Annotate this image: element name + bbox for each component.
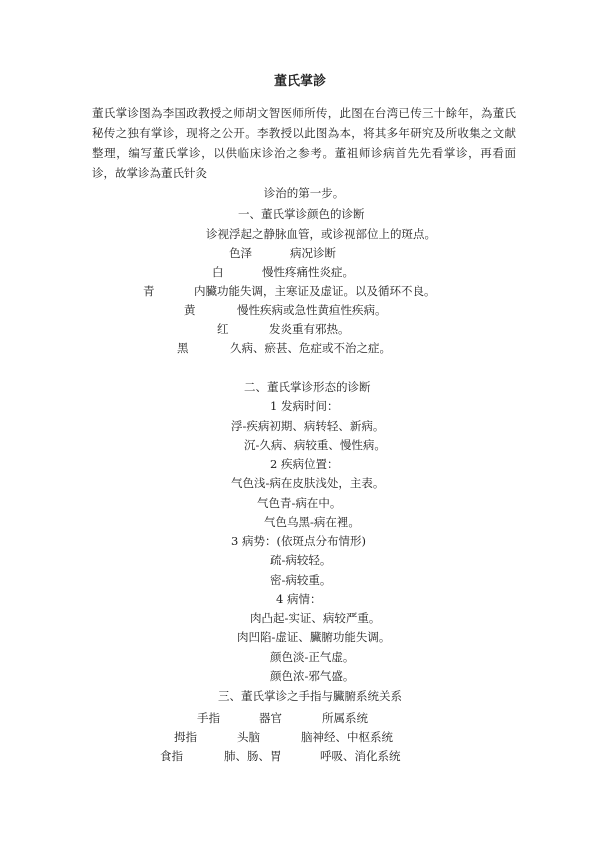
section2-line: 气色青-病在中。 bbox=[257, 496, 342, 510]
section3-header-organ: 器官 bbox=[259, 711, 282, 725]
section2-line: 气色浅-病在皮肤浅处，主表。 bbox=[231, 476, 385, 490]
section2-line: 肉凹陷-虚证、臟腑功能失调。 bbox=[237, 630, 391, 644]
section1-heading: 一、董氏掌诊颜色的诊断 bbox=[238, 207, 365, 221]
intro-last-line: 诊治的第一步。 bbox=[263, 186, 345, 200]
row-diagnosis: 慢性疼痛性炎症。 bbox=[262, 265, 354, 279]
row-diagnosis: 内臟功能失调，主寒证及虚证。以及循环不良。 bbox=[194, 284, 436, 298]
row-diagnosis: 慢性疾病或急性黄疸性疾病。 bbox=[237, 303, 387, 317]
row-color: 白 bbox=[212, 265, 224, 279]
finger-cell: 食指 bbox=[160, 749, 183, 763]
row-color: 青 bbox=[143, 284, 155, 298]
finger-cell: 拇指 bbox=[174, 730, 197, 744]
section1-header-diagnosis: 病况诊断 bbox=[290, 246, 336, 260]
page-title: 董氏掌診 bbox=[273, 74, 326, 89]
section2-line: 颜色淡-正气虚。 bbox=[270, 650, 355, 664]
section2-line: 密-病较重。 bbox=[270, 573, 332, 587]
section3-header-system: 所属系统 bbox=[322, 711, 368, 725]
section2-line: 肉凸起-实证、病较严重。 bbox=[250, 611, 381, 625]
row-color: 红 bbox=[217, 322, 229, 336]
section3-header-finger: 手指 bbox=[197, 711, 220, 725]
system-cell: 脑神经、中枢系统 bbox=[301, 730, 393, 744]
intro-paragraph bbox=[92, 103, 516, 203]
section3-heading: 三、董氏掌诊之手指与臟腑系统关系 bbox=[218, 689, 402, 703]
section2-line: 疏-病较轻。 bbox=[270, 553, 332, 567]
section1-desc: 诊视浮起之静脉血管，或诊视部位上的斑点。 bbox=[206, 227, 436, 241]
section2-line: 浮-疾病初期、病转轻、新病。 bbox=[231, 419, 385, 433]
section1-header-color: 色泽 bbox=[229, 246, 252, 260]
section2-line: 4 病情： bbox=[276, 592, 322, 606]
row-diagnosis: 发炎重有邪热。 bbox=[269, 322, 350, 336]
organ-cell: 肺、肠、胃 bbox=[224, 749, 282, 763]
section2-heading: 二、董氏掌诊形态的诊断 bbox=[244, 380, 371, 394]
row-color: 黄 bbox=[184, 303, 196, 317]
row-color: 黑 bbox=[177, 341, 189, 355]
row-diagnosis: 久病、瘀甚、危症或不治之症。 bbox=[230, 341, 391, 355]
section2-line: 颜色浓-邪气盛。 bbox=[270, 669, 355, 683]
organ-cell: 头脑 bbox=[237, 730, 260, 744]
section2-line: 气色乌黑-病在裡。 bbox=[264, 515, 360, 529]
intro-text: 董氏掌诊图為李国政教授之师胡文智医师所传，此图在台湾已传三十餘年，為董氏秘传之独有掌诊，现将之公开。李教授以此图為本，将其多年研究及所收集之文献整理，编写董氏掌诊，以供临床诊治之参考。董祖师诊病首先先看掌诊，再看面诊，故掌诊為董氏针灸 bbox=[92, 106, 516, 180]
system-cell: 呼吸、消化系统 bbox=[320, 749, 401, 763]
section2-line: 2 疾病位置： bbox=[270, 457, 339, 471]
section2-line: 沉-久病、病较重、慢性病。 bbox=[244, 438, 386, 452]
section2-line: 3 病势：(依斑点分布情形) bbox=[231, 534, 366, 548]
section2-line: 1 发病时间： bbox=[270, 399, 339, 413]
